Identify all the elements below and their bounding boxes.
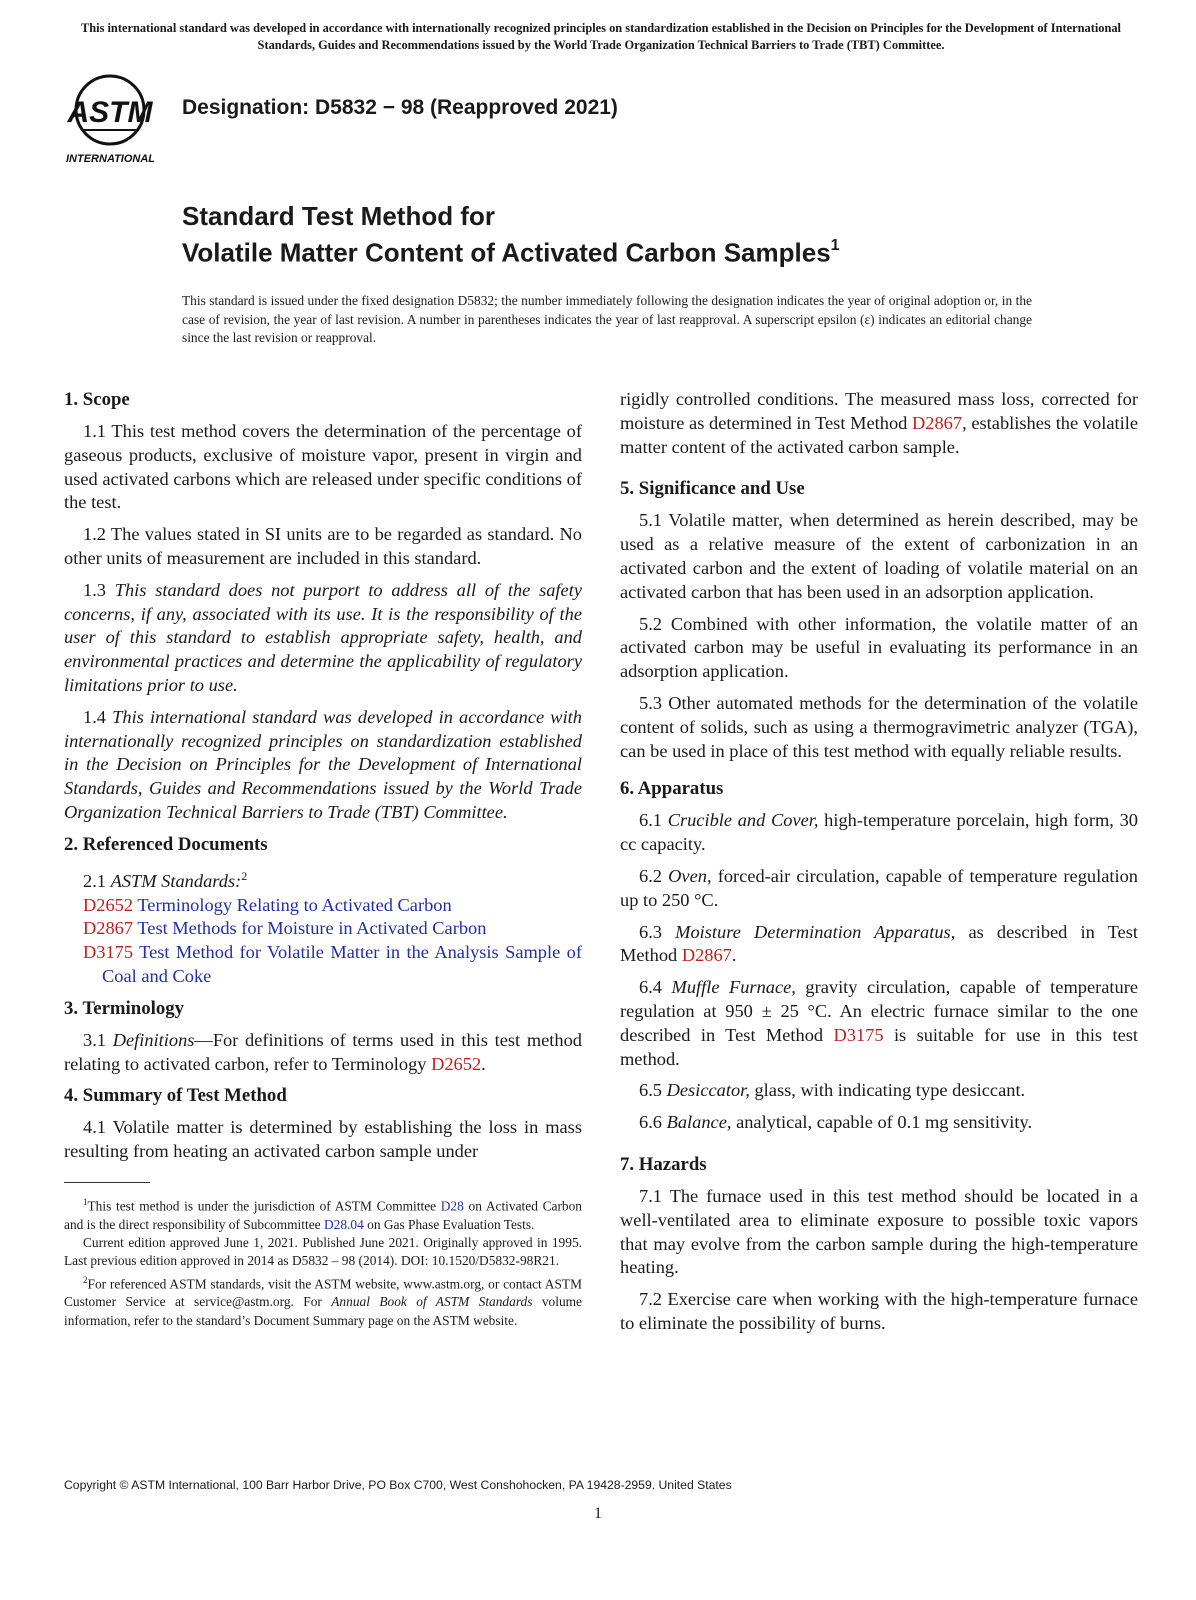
title-line-2-text: Volatile Matter Content of Activated Carbon Samples [182, 237, 831, 268]
footnote-1-text-b: on Activated Carbon and is the direct responsibility of Subcommittee [64, 1198, 582, 1232]
footnote-1-text-c: on Gas Phase Evaluation Tests. [363, 1216, 535, 1232]
designation: Designation: D5832 − 98 (Reapproved 2021) [182, 96, 618, 119]
reference-item[interactable] [83, 917, 582, 941]
para-1-3-text: This standard does not purport to address all of the safety concerns, if any, associated with its use. It is the responsibility of the user of this standard to establish appropriate safety, health, and environmental practices and determine the applicability of regulatory limitations prior to use. [64, 579, 582, 695]
reference-code-link[interactable]: D2652 [83, 894, 134, 915]
d28-link[interactable]: D28 [440, 1198, 464, 1214]
title-line-1: Standard Test Method for [182, 201, 495, 231]
astm-logo-icon [64, 72, 170, 168]
para-6-2-term: Oven, [668, 865, 712, 886]
para-5-2: 5.2 Combined with other information, the volatile matter of an activated carbon may be useful in evaluating its performance in an adsorption application. [620, 613, 1138, 682]
para-6-2 [620, 865, 1138, 913]
section-terminology-heading: 3. Terminology [64, 997, 185, 1019]
footnote-2-text-b: volume information, refer to the standard’s Document Summary page on the ASTM website. [64, 1294, 583, 1328]
para-1-1: 1.1 This test method covers the determination of the percentage of gaseous products, exclusive of moisture vapor, present in virgin and used activated carbons which are released under specific conditions of the test. [64, 421, 582, 513]
footnote-1-text-a: This test method is under the jurisdiction of ASTM Committee [87, 1198, 441, 1214]
para-6-3 [620, 921, 1138, 969]
footnote-2 [64, 1271, 582, 1330]
copyright-notice: Copyright © ASTM International, 100 Barr Harbor Drive, PO Box C700, West Conshohocken, PA 19428-2959. United States [64, 1478, 732, 1492]
para-6-1 [620, 809, 1138, 857]
footnote-1-edition: Current edition approved June 1, 2021. Published June 2021. Originally approved in 1995. Last previous edition approved in 2014 as D5832 – 98 (2014). DOI: 10.1520/D5832-98R21. [64, 1235, 582, 1269]
section-scope-heading: 1. Scope [64, 389, 130, 410]
para-6-3-text: as described in Test Method [620, 921, 1138, 966]
para-6-1-text: high-temperature porcelain, high form, 30 cc capacity. [620, 810, 1138, 855]
para-1-3 [64, 579, 582, 698]
footnote-2-marker: 2 [83, 1274, 88, 1285]
reference-title-link[interactable]: Terminology Relating to Activated Carbon [137, 894, 452, 915]
para-6-1-num: 6.1 [639, 810, 662, 831]
section-summary-heading: 4. Summary of Test Method [64, 1085, 287, 1107]
reference-code-link[interactable]: D2867 [83, 918, 134, 939]
footnote-rule [64, 1182, 150, 1183]
para-6-5-num: 6.5 [639, 1080, 662, 1101]
para-1-4-text: This international standard was developed in accordance with internationally recognized principles on standardization established in the Decision on Principles for the Development of International Standards, Guides and Recommendations issued by the World Trade Organization Technical Barriers to Trade (TBT) Committee. [64, 706, 582, 822]
para-1-4-num: 1.4 [83, 706, 106, 727]
section-hazards-heading: 7. Hazards [620, 1153, 707, 1175]
footnote-2-italic: Annual Book of ASTM Standards [331, 1294, 533, 1310]
para-1-3-num: 1.3 [83, 579, 106, 600]
para-6-3-end: . [731, 945, 737, 966]
para-2-1-text: ASTM Standards: [110, 870, 242, 891]
para-4-1-cont-end: , establishes the volatile matter content of the activated carbon sample. [620, 412, 1138, 457]
right-column [620, 388, 1138, 1344]
para-4-1-continued [620, 388, 1138, 459]
para-6-5-term: Desiccator, [666, 1080, 750, 1101]
d2867-link[interactable]: D2867 [912, 412, 963, 433]
para-3-1 [64, 1029, 582, 1077]
reference-item[interactable] [83, 941, 582, 989]
para-2-1-num: 2.1 [83, 870, 106, 891]
reference-title-link[interactable]: Test Method for Volatile Matter in the Analysis Sample of Coal and Coke [102, 942, 582, 987]
logo-subtext: INTERNATIONAL [66, 153, 156, 165]
para-5-3: 5.3 Other automated methods for the determination of the volatile content of solids, such as using a thermogravimetric analyzer (TGA), can be used in place of this test method with equally reliable results. [620, 692, 1138, 761]
section-referenced-documents-heading: 2. Referenced Documents [64, 833, 268, 855]
para-6-4-term: Muffle Furnace, [671, 977, 796, 998]
para-6-4-num: 6.4 [639, 977, 662, 998]
para-1-4 [64, 706, 582, 825]
para-6-6-num: 6.6 [639, 1112, 662, 1133]
para-3-1-end: . [481, 1053, 486, 1074]
para-6-4 [620, 976, 1138, 1071]
para-4-1: 4.1 Volatile matter is determined by establishing the loss in mass resulting from heating an activated carbon sample under [64, 1117, 582, 1162]
para-2-1-sup: 2 [241, 868, 248, 883]
title-footnote-marker: 1 [830, 237, 840, 254]
footnote-1 [64, 1193, 582, 1234]
para-7-1: 7.1 The furnace used in this test method should be located in a well-ventilated area to eliminate exposure to possible toxic vapors that may evolve from the carbon sample during the high-temperature heating. [620, 1185, 1138, 1278]
para-6-6-term: Balance, [666, 1112, 732, 1133]
para-6-5-text: glass, with indicating type desiccant. [749, 1080, 1026, 1101]
para-6-1-term: Crucible and Cover, [667, 810, 819, 831]
para-3-1-num: 3.1 [83, 1029, 106, 1050]
para-6-3-term: Moisture Determination Apparatus, [675, 921, 956, 942]
page-number: 1 [594, 1505, 602, 1522]
title-line-2 [182, 232, 840, 269]
reference-item[interactable] [83, 894, 582, 918]
para-6-3-num: 6.3 [639, 921, 662, 942]
para-6-6-text: analytical, capable of 0.1 mg sensitivity. [731, 1112, 1033, 1133]
para-6-5 [620, 1079, 1138, 1103]
section-significance-heading: 5. Significance and Use [620, 478, 805, 500]
para-2-1 [64, 865, 582, 894]
footnote-2-text-a: For referenced ASTM standards, visit the ASTM website, www.astm.org, or contact ASTM Customer Service at service@astm.org. For [64, 1276, 582, 1310]
para-3-1-term: Definitions [112, 1029, 195, 1050]
footnote-1-marker: 1 [83, 1197, 88, 1208]
reference-title-link[interactable]: Test Methods for Moisture in Activated Carbon [137, 918, 487, 939]
d2867-link[interactable]: D2867 [681, 945, 732, 966]
para-6-4-end: is suitable for use in this test method. [620, 1024, 1139, 1069]
left-column [64, 388, 582, 1330]
preamble: This standard is issued under the fixed designation D5832; the number immediately following the designation indicates the year of original adoption or, in the case of revision, the year of last revision. A number in parentheses indicates the year of last reapproval. A superscript epsilon (ε) indicates an editorial change since the last revision or reapproval. [182, 293, 1032, 345]
para-1-2: 1.2 The values stated in SI units are to be regarded as standard. No other units of measurement are included in this standard. [64, 524, 582, 568]
reference-code-link[interactable]: D3175 [83, 942, 134, 963]
d3175-link[interactable]: D3175 [833, 1024, 884, 1045]
para-7-2: 7.2 Exercise care when working with the high-temperature furnace to eliminate the possibility of burns. [620, 1289, 1138, 1333]
para-3-1-text: —For definitions of terms used in this test method relating to activated carbon, refer to Terminology [64, 1029, 582, 1074]
d2652-link[interactable]: D2652 [431, 1053, 482, 1074]
para-6-6 [620, 1111, 1138, 1135]
para-6-2-num: 6.2 [639, 865, 662, 886]
document-title [182, 200, 840, 269]
para-4-1-cont-text: rigidly controlled conditions. The measured mass loss, corrected for moisture as determined in Test Method [620, 389, 1138, 433]
para-5-1: 5.1 Volatile matter, when determined as herein described, may be used as a relative measure of the extent of carbonization in an activated carbon and the extent of loading of volatile material on an activated carbon that has been used in an adsorption application. [620, 510, 1138, 602]
logo-text: ASTM [67, 96, 153, 129]
standardization-notice: This international standard was developed in accordance with internationally recognized principles on standardization established in the Decision on Principles for the Development of International Standards, Guides and Recommendations issued by the World Trade Organization Technical Barriers to Trade (TBT) Committee. [80, 21, 1122, 52]
d28-04-link[interactable]: D28.04 [323, 1216, 364, 1232]
section-apparatus-heading: 6. Apparatus [620, 778, 724, 800]
para-6-2-text: forced-air circulation, capable of temperature regulation up to 250 °C. [620, 865, 1138, 910]
para-6-4-text: gravity circulation, capable of temperature regulation at 950 ± 25 °C. An electric furnace similar to the one described in Test Method [620, 977, 1138, 1045]
